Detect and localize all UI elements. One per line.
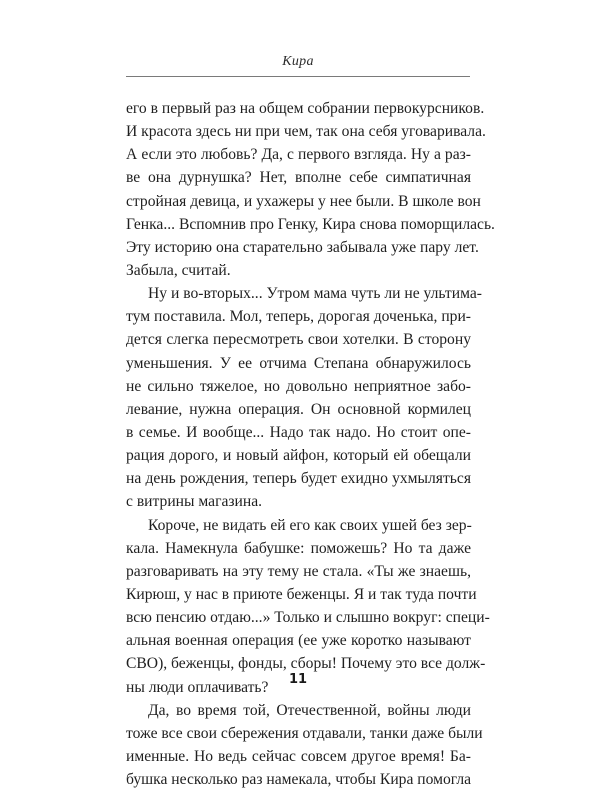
text-line: И красота здесь ни при чем, так она себя уговаривала. — [126, 123, 486, 141]
paragraph-first-line: Ну и во-вторых... Утром мама чуть ли не ультима- — [148, 285, 482, 303]
text-line: левание, нужна операция. Он основной кормилец — [126, 400, 471, 418]
text-line: его в первый раз на общем собрании первокурсников. — [126, 100, 485, 117]
text-line: ны люди оплачивать? — [126, 678, 269, 696]
text-line: именные. Но ведь сейчас совсем другое время! Ба- — [126, 747, 471, 765]
text-line: с витрины магазина. — [126, 493, 263, 511]
text-line: тоже все свои сбережения отдавали, танки даже были — [126, 724, 483, 742]
text-line: тум поставила. Мол, теперь, дорогая доченька, при- — [126, 308, 471, 326]
text-line: кала. Намекнула бабушке: поможешь? Но та даже — [126, 539, 471, 557]
text-line: Генка... Вспомнив про Генку, Кира снова поморщилась. — [126, 215, 495, 233]
text-line: дется слегка пересмотреть свои хотелки. В сторону — [126, 331, 471, 349]
text-line: рация дорого, и новый айфон, который ей обещали — [126, 447, 471, 465]
text-line: А если это любовь? Да, с первого взгляда. Ну а раз- — [126, 146, 471, 164]
text-line: не сильно тяжелое, но довольно неприятное забо- — [126, 377, 471, 395]
text-line: всю пенсию отдаю...» Только и слышно вокруг: специ- — [126, 609, 490, 627]
text-line: на день рождения, теперь будет ехидно ухмыляться — [126, 470, 471, 488]
paragraph-first-line: Короче, не видать ей его как своих ушей без зер- — [148, 516, 472, 534]
text-line: разговаривать на эту тему не стала. «Ты же знаешь, — [126, 562, 471, 580]
text-line: СВО), беженцы, фонды, сборы! Почему это все долж- — [126, 655, 486, 673]
text-line: ве она дурнушка? Нет, вполне себе симпатичная — [126, 169, 471, 187]
text-line: Эту историю она старательно забывала уже пару лет. — [126, 238, 479, 256]
running-header: Кира — [282, 54, 314, 69]
paragraph-first-line: Да, во время той, Отечественной, войны люди — [148, 701, 471, 719]
header-rule — [126, 76, 470, 77]
text-line: в семье. И вообще... Надо так надо. Но стоит опе- — [126, 423, 471, 441]
text-line: бушка несколько раз намекала, чтобы Кира помогла — [126, 771, 472, 789]
text-line: уменьшения. У ее отчима Степана обнаружилось — [126, 354, 471, 372]
text-line: Забыла, считай. — [126, 261, 231, 279]
text-line: стройная девица, и ухажеры у нее были. В школе вон — [126, 192, 481, 210]
page-number: 11 — [288, 672, 308, 687]
text-line: Кирюш, у нас в приюте беженцы. Я и так туда почти — [126, 585, 477, 603]
text-line: альная военная операция (ее уже коротко называют — [126, 632, 471, 650]
